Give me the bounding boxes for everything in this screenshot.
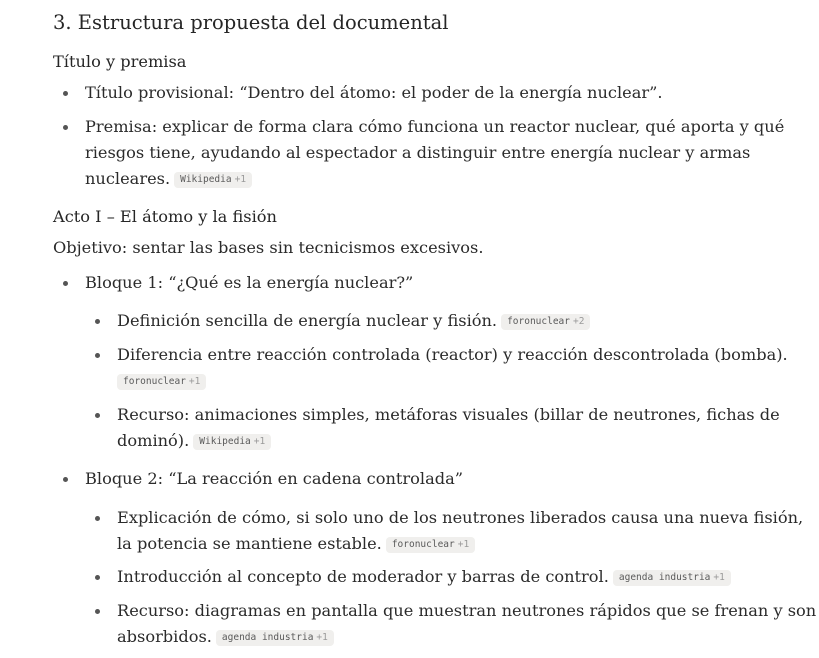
list-item-text: Bloque 2: “La reacción en cadena controlada” — [85, 469, 464, 488]
citation-more-count: +1 — [316, 632, 328, 643]
citation-more-count: +2 — [573, 316, 585, 327]
citation-source: Wikipedia — [199, 436, 251, 447]
list-item-definicion — [117, 308, 793, 334]
list-item-diferencia — [117, 342, 793, 394]
citation-more-count: +1 — [188, 376, 201, 387]
citation-source: agenda industria — [221, 632, 314, 643]
citation-more-count: +1 — [713, 572, 725, 583]
bullet — [95, 609, 100, 614]
subheading-acto-1: Acto I – El átomo y la fisión — [53, 207, 277, 226]
citation-more-count: +1 — [253, 436, 266, 447]
subheading-titulo-premisa: Título y premisa — [53, 52, 187, 71]
bullet — [63, 477, 68, 482]
citation-chip[interactable] — [216, 630, 334, 646]
citation-chip[interactable] — [117, 374, 206, 390]
list-item-line — [117, 531, 793, 557]
list-item-line — [117, 428, 793, 454]
list-item-line — [117, 624, 793, 650]
citation-chip[interactable] — [613, 570, 731, 586]
list-item-line — [85, 166, 785, 192]
bullet — [63, 91, 68, 96]
list-item-text: Introducción al concepto de moderador y barras de control. — [117, 567, 609, 586]
list-item-text: nucleares. — [85, 169, 171, 188]
citation-source: foronuclear — [391, 539, 455, 550]
list-item-line: Explicación de cómo, si solo uno de los neutrones liberados causa una nueva fisión, — [117, 508, 804, 527]
list-item-text: Definición sencilla de energía nuclear y fisión. — [117, 311, 498, 330]
list-item-text: absorbidos. — [117, 627, 212, 646]
citation-chip[interactable] — [174, 172, 252, 188]
list-item-line: Premisa: explicar de forma clara cómo funciona un reactor nuclear, qué aporta y qué — [85, 117, 785, 136]
citation-source: foronuclear — [507, 316, 570, 327]
bullet — [95, 319, 100, 324]
list-item-recurso-2 — [117, 598, 817, 650]
list-item-text: Bloque 1: “¿Qué es la energía nuclear?” — [85, 273, 414, 292]
list-item-premisa — [85, 114, 785, 192]
bullet — [63, 281, 68, 286]
list-item-moderador — [117, 564, 793, 590]
list-item-text: dominó). — [117, 431, 190, 450]
citation-source: Wikipedia — [180, 174, 232, 185]
list-item-bloque-1 — [85, 270, 785, 296]
list-item-recurso-1 — [117, 402, 793, 454]
bullet — [63, 125, 68, 130]
list-item-line: Recurso: animaciones simples, metáforas visuales (billar de neutrones, fichas de — [117, 405, 780, 424]
list-item-explicacion — [117, 505, 804, 557]
citation-chip[interactable] — [501, 314, 590, 330]
list-item-line: Diferencia entre reacción controlada (reactor) y reacción descontrolada (bomba). — [117, 345, 788, 364]
citation-more-count: +1 — [457, 539, 470, 550]
bullet — [95, 575, 100, 580]
citation-source: agenda industria — [618, 572, 711, 583]
list-item-text: la potencia se mantiene estable. — [117, 534, 382, 553]
citation-source: foronuclear — [123, 376, 186, 387]
list-item-line — [117, 368, 793, 394]
list-item-text: Título provisional: “Dentro del átomo: el poder de la energía nuclear”. — [85, 83, 663, 102]
bullet — [95, 413, 100, 418]
citation-more-count: +1 — [234, 174, 247, 185]
acto-1-objective: Objetivo: sentar las bases sin tecnicismos excesivos. — [53, 238, 484, 257]
list-item-line: Recurso: diagramas en pantalla que muestran neutrones rápidos que se frenan y son — [117, 601, 817, 620]
section-heading: 3. Estructura propuesta del documental — [53, 11, 449, 34]
list-item-bloque-2 — [85, 466, 785, 492]
citation-chip[interactable] — [386, 537, 475, 553]
bullet — [95, 353, 100, 358]
citation-chip[interactable] — [193, 434, 271, 450]
bullet — [95, 516, 100, 521]
list-item-line: riesgos tiene, ayudando al espectador a distinguir entre energía nuclear y armas — [85, 143, 751, 162]
list-item-titulo — [85, 80, 785, 106]
